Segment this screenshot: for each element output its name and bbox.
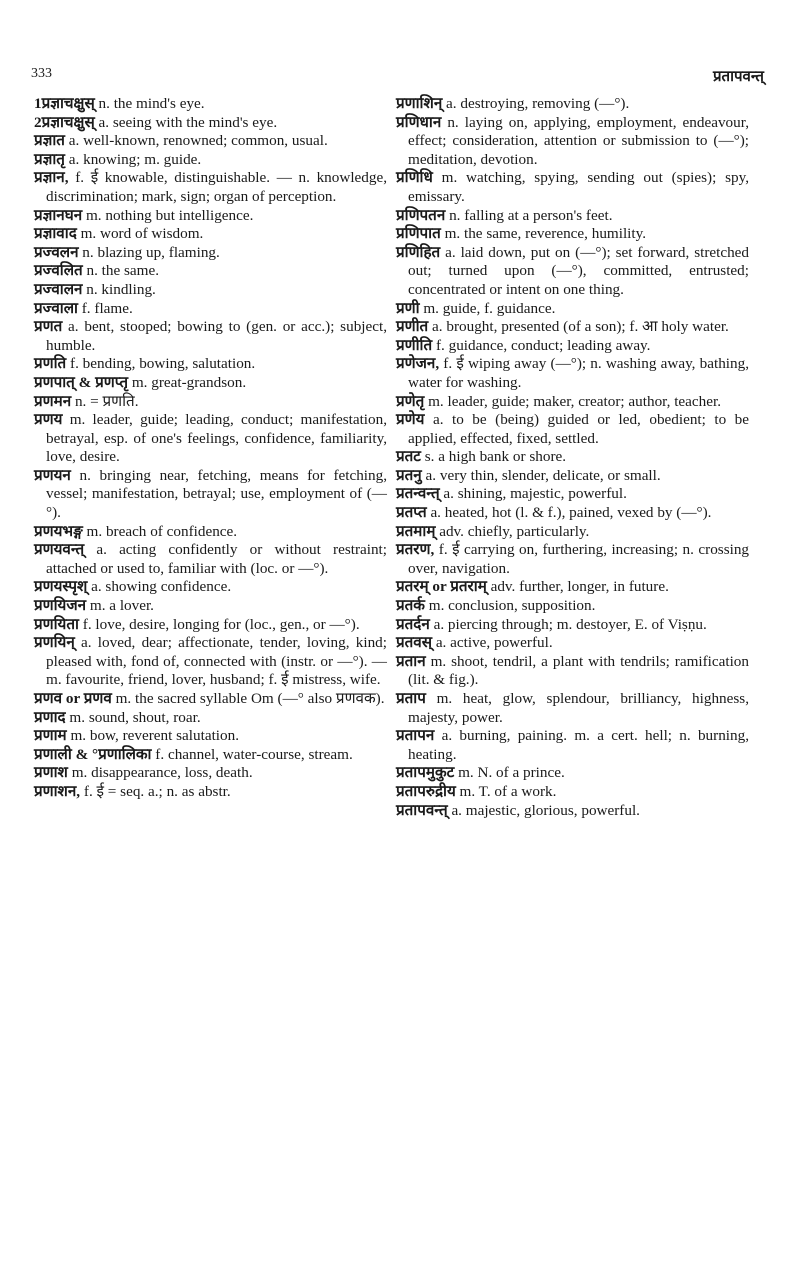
entry-headword: प्रणपात् & प्रणप्तृ: [34, 373, 129, 391]
dictionary-entry: [34, 374, 387, 393]
entry-headword: प्रतप्त: [396, 504, 427, 522]
entry-headword: प्रज्ञातृ: [34, 150, 65, 168]
entry-headword: प्रणी: [396, 299, 420, 317]
entry-definition: m. bow, reverent salutation.: [70, 727, 239, 745]
entry-headword: प्रणयभङ्ग: [34, 522, 83, 540]
dictionary-entry: [396, 485, 749, 504]
dictionary-entry: [34, 393, 387, 412]
entry-definition: n. kindling.: [86, 280, 156, 298]
entry-headword: प्रतरम् or प्रतराम्: [396, 578, 487, 596]
entry-definition: f. ई knowable, distinguishable. — n. knowledge, discrimination; mark, sign; organ of perception.: [46, 169, 387, 205]
entry-headword: प्रतापरुद्रीय: [396, 782, 456, 800]
entry-headword: प्रणिधान: [396, 113, 442, 131]
dictionary-entry: [396, 411, 749, 448]
dictionary-entry: [396, 114, 749, 170]
dictionary-entry: [34, 318, 387, 355]
entry-definition: f. flame.: [81, 299, 133, 317]
entry-definition: a. brought, presented (of a son); f. आ holy water.: [432, 318, 729, 336]
entry-definition: n. blazing up, flaming.: [82, 243, 220, 261]
entry-headword: प्रणीति: [396, 336, 433, 354]
entry-definition: n. = प्रणति.: [74, 392, 139, 410]
entry-definition: m. disappearance, loss, death.: [71, 764, 253, 782]
entry-headword: प्रणयिता: [34, 615, 79, 633]
entry-definition: a. very thin, slender, delicate, or small.: [425, 466, 661, 484]
entry-headword: प्रज्वालन: [34, 280, 83, 298]
entry-headword: प्रज्वलन: [34, 243, 79, 261]
entry-definition: a. majestic, glorious, powerful.: [451, 801, 640, 819]
dictionary-entry: [396, 616, 749, 635]
dictionary-entry: [396, 393, 749, 412]
dictionary-entry: [34, 262, 387, 281]
dictionary-entry: [396, 225, 749, 244]
entry-headword: प्रज्ञान,: [34, 169, 69, 187]
entry-definition: a. active, powerful.: [435, 634, 553, 652]
entry-definition: f. bending, bowing, salutation.: [70, 355, 256, 373]
entry-headword: प्रणयस्पृश्: [34, 578, 88, 596]
entry-headword: प्रणाशन,: [34, 782, 81, 800]
dictionary-entry: [34, 597, 387, 616]
entry-headword: प्रतापन: [396, 727, 435, 745]
entry-headword: प्रज्वलित: [34, 262, 83, 280]
dictionary-entry: [396, 802, 749, 821]
dictionary-entry: [34, 151, 387, 170]
entry-definition: f. love, desire, longing for (loc., gen., or —°).: [82, 615, 360, 633]
entry-definition: a. shining, majestic, powerful.: [443, 485, 627, 503]
entry-definition: m. guide, f. guidance.: [423, 299, 556, 317]
left-column: [34, 95, 387, 802]
entry-headword: प्रणीत: [396, 318, 429, 336]
entry-definition: m. nothing but intelligence.: [85, 206, 254, 224]
entry-headword: प्रणव or प्रणव: [34, 690, 112, 707]
entry-definition: a. knowing; m. guide.: [68, 150, 202, 168]
entry-headword: प्रणिहित: [396, 243, 441, 261]
entry-definition: a. destroying, removing (—°).: [446, 95, 630, 112]
dictionary-entry: [34, 523, 387, 542]
dictionary-entry: [34, 616, 387, 635]
entry-definition: a. piercing through; m. destoyer, E. of Viṣṇu.: [433, 615, 707, 633]
entry-definition: a. loved, dear; affectionate, tender, loving, kind; pleased with, fond of, connected with (instr. or —°). — m. favourite, friend, lover, husband; f. ई mistress, wife.: [46, 634, 387, 689]
dictionary-entry: [396, 244, 749, 300]
entry-definition: n. bringing near, fetching, means for fetching, vessel; manifestation, betrayal; use, employment of (—°).: [46, 466, 387, 522]
entry-definition: a. showing confidence.: [91, 578, 232, 596]
entry-definition: m. great-grandson.: [131, 373, 247, 391]
entry-definition: m. T. of a work.: [459, 782, 557, 800]
entry-definition: m. N. of a prince.: [458, 764, 565, 782]
entry-definition: f. ई wiping away (—°); n. washing away, bathing, water for washing.: [408, 355, 749, 391]
entry-definition: s. a high bank or shore.: [424, 448, 567, 466]
entry-headword: प्रणेजन,: [396, 355, 440, 373]
entry-definition: f. ई carrying on, furthering, increasing; n. crossing over, navigation.: [408, 541, 750, 577]
entry-definition: adv. further, longer, in future.: [490, 578, 669, 596]
entry-headword: प्रतर्क: [396, 597, 425, 615]
entry-headword: प्रणय: [34, 411, 63, 429]
running-head: प्रतापवन्त्: [712, 69, 764, 85]
entry-headword: प्रतापवन्त्: [396, 801, 448, 819]
dictionary-entry: [396, 523, 749, 542]
entry-headword: प्रणयन: [34, 466, 71, 484]
entry-definition: m. a lover.: [89, 597, 154, 615]
entry-definition: a. bent, stooped; bowing to (gen. or acc.); subject, humble.: [46, 318, 388, 354]
entry-headword: प्रणेय: [396, 411, 425, 429]
entry-headword: 1प्रज्ञाचक्षुस्: [34, 95, 95, 112]
entry-definition: a. to be (being) guided or led, obedient; to be applied, effected, fixed, settled.: [408, 411, 750, 447]
entry-definition: f. guidance, conduct; leading away.: [435, 336, 651, 354]
right-column: [396, 95, 749, 820]
dictionary-entry: [34, 355, 387, 374]
entry-headword: प्रणिपतन: [396, 206, 446, 224]
entry-headword: प्रतरण,: [396, 541, 435, 559]
dictionary-entry: [34, 541, 387, 578]
dictionary-entry: [396, 690, 749, 727]
dictionary-entry: [34, 114, 387, 133]
dictionary-entry: [396, 300, 749, 319]
entry-headword: प्रज्ञावाद: [34, 225, 77, 243]
entry-definition: m. word of wisdom.: [80, 225, 204, 243]
dictionary-entry: [34, 709, 387, 728]
entry-headword: प्रज्ञात: [34, 132, 65, 150]
entry-headword: प्रणमन: [34, 392, 72, 410]
dictionary-entry: [396, 578, 749, 597]
dictionary-entry: [34, 467, 387, 523]
dictionary-entry: [34, 169, 387, 206]
entry-definition: n. the same.: [86, 262, 160, 280]
dictionary-entry: [34, 690, 387, 709]
dictionary-entry: [396, 727, 749, 764]
entry-definition: m. the same, reverence, humility.: [444, 225, 647, 243]
dictionary-entry: [34, 225, 387, 244]
dictionary-entry: [34, 244, 387, 263]
dictionary-entry: [34, 634, 387, 690]
entry-definition: n. laying on, applying, employment, endeavour, effect; consideration, attention or submission to (—°); meditation, devotion.: [408, 113, 749, 168]
entry-headword: 2प्रज्ञाचक्षुस्: [34, 113, 95, 131]
page-number: 333: [31, 66, 52, 81]
dictionary-entry: [34, 300, 387, 319]
entry-definition: a. seeing with the mind's eye.: [98, 113, 278, 131]
dictionary-entry: [396, 764, 749, 783]
entry-headword: प्रतवस्: [396, 634, 433, 652]
entry-definition: m. shoot, tendril, a plant with tendrils; ramification (lit. & fig.).: [408, 652, 749, 689]
entry-definition: m. the sacred syllable Om (—° also प्रणवक).: [115, 690, 385, 707]
entry-definition: m. breach of confidence.: [86, 522, 238, 540]
entry-definition: n. falling at a person's feet.: [449, 206, 613, 224]
dictionary-entry: [34, 764, 387, 783]
entry-headword: प्रणाद: [34, 708, 66, 726]
entry-definition: m. leader, guide; maker, creator; author, teacher.: [428, 392, 721, 410]
dictionary-entry: [34, 746, 387, 765]
entry-headword: प्रज्ञानघन: [34, 206, 83, 224]
entry-definition: adv. chiefly, particularly.: [439, 522, 590, 540]
dictionary-entry: [396, 504, 749, 523]
entry-definition: m. leader, guide; leading, conduct; manifestation, betrayal, esp. of one's feelings, confidence, familiarity, love, desire.: [46, 411, 388, 466]
dictionary-entry: [396, 597, 749, 616]
entry-definition: m. watching, spying, sending out (spies); spy, emissary.: [408, 169, 750, 205]
entry-headword: प्रणाशिन्: [396, 95, 443, 112]
entry-headword: प्रणेतृ: [396, 392, 425, 410]
dictionary-entry: [396, 337, 749, 356]
dictionary-entry: [34, 132, 387, 151]
entry-definition: m. conclusion, supposition.: [428, 597, 596, 615]
dictionary-entry: [396, 355, 749, 392]
dictionary-entry: [396, 318, 749, 337]
dictionary-entry: [396, 783, 749, 802]
entry-headword: प्रणयवन्त्: [34, 541, 85, 559]
entry-definition: a. acting confidently or without restraint; attached or used to, familiar with (loc. or —°).: [46, 541, 387, 577]
dictionary-entry: [396, 653, 749, 690]
entry-headword: प्रणयिन्: [34, 634, 75, 652]
entry-headword: प्रतनु: [396, 466, 422, 484]
entry-headword: प्रणयिजन: [34, 597, 87, 615]
dictionary-entry: [396, 467, 749, 486]
entry-headword: प्रतट: [396, 448, 421, 466]
entry-definition: a. burning, paining. m. a cert. hell; n. burning, heating.: [408, 727, 749, 763]
entry-headword: प्रतान: [396, 652, 426, 670]
dictionary-entry: [34, 95, 387, 114]
entry-headword: प्रणति: [34, 355, 67, 373]
entry-definition: a. heated, hot (l. & f.), pained, vexed by (—°).: [430, 504, 712, 522]
entry-definition: n. the mind's eye.: [98, 95, 205, 112]
dictionary-entry: [34, 578, 387, 597]
dictionary-entry: [396, 634, 749, 653]
dictionary-entry: [396, 95, 749, 114]
dictionary-entry: [34, 281, 387, 300]
dictionary-entry: [34, 207, 387, 226]
entry-headword: प्रताप: [396, 690, 426, 707]
entry-definition: a. well-known, renowned; common, usual.: [68, 132, 328, 150]
dictionary-entry: [396, 541, 749, 578]
entry-definition: a. laid down, put on (—°); set forward, stretched out; turned upon (—°), committed, entrusted; concentrated or intent on one thing.: [408, 243, 750, 298]
entry-headword: प्रणिपात: [396, 225, 441, 243]
dictionary-entry: [34, 411, 387, 467]
dictionary-entry: [396, 207, 749, 226]
entry-definition: m. sound, shout, roar.: [69, 708, 201, 726]
entry-headword: प्रतमाम्: [396, 522, 436, 540]
dictionary-entry: [34, 727, 387, 746]
entry-headword: प्रतापमुकुट: [396, 764, 455, 782]
entry-headword: प्रणाश: [34, 764, 68, 782]
entry-definition: m. heat, glow, splendour, brilliancy, highness, majesty, power.: [408, 690, 749, 726]
entry-definition: f. channel, water-course, stream.: [155, 745, 353, 763]
dictionary-entry: [396, 169, 749, 206]
entry-headword: प्रतन्वन्त्: [396, 485, 440, 503]
entry-headword: प्रणाम: [34, 727, 67, 745]
entry-headword: प्रणिधि: [396, 169, 433, 187]
entry-headword: प्रणत: [34, 318, 63, 336]
entry-definition: f. ई = seq. a.; n. as abstr.: [83, 782, 231, 800]
dictionary-entry: [396, 448, 749, 467]
entry-headword: प्रज्वाला: [34, 299, 78, 317]
entry-headword: प्रतर्दन: [396, 615, 430, 633]
dictionary-entry: [34, 783, 387, 802]
entry-headword: प्रणाली & °प्रणालिका: [34, 745, 152, 763]
